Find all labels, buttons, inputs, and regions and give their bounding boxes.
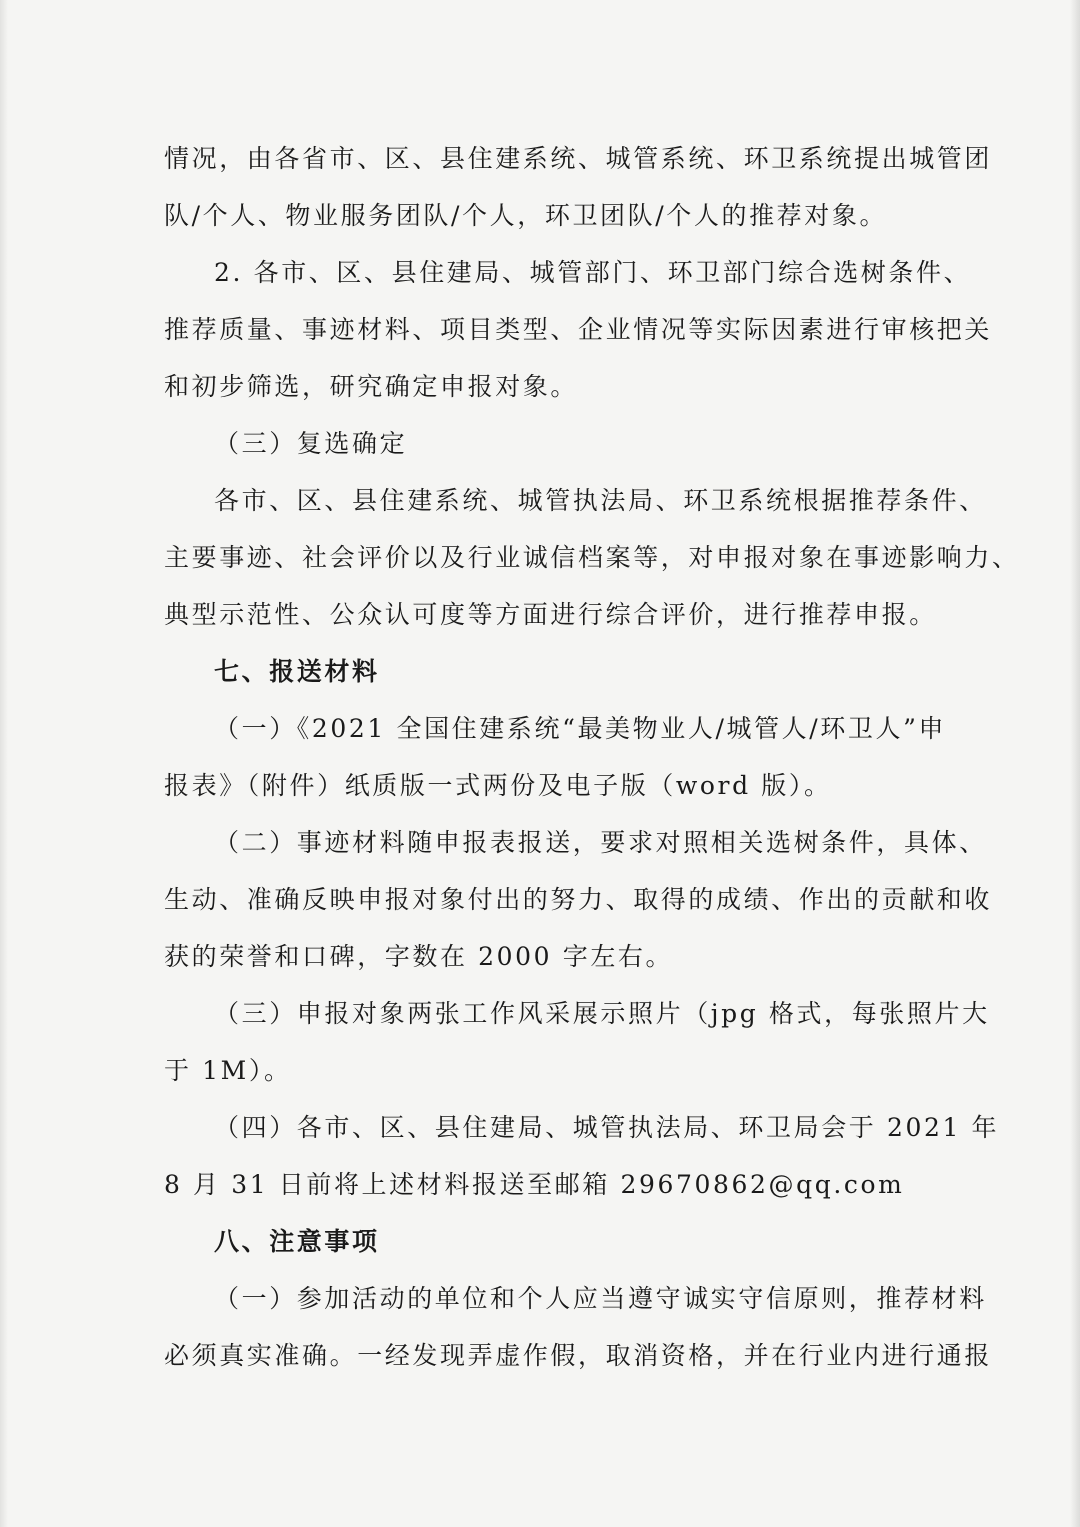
paragraph-line: 推荐质量、事迹材料、项目类型、企业情况等实际因素进行审核把关 [164, 315, 993, 344]
scan-edge-left [0, 0, 8, 1527]
paragraph-line: 必须真实准确。一经发现弄虚作假，取消资格，并在行业内进行通报 [164, 1341, 993, 1370]
paragraph-line: （一）参加活动的单位和个人应当遵守诚实守信原则，推荐材料 [214, 1284, 987, 1313]
paragraph-line: 获的荣誉和口碑，字数在 2000 字左右。 [164, 942, 674, 971]
section-heading: 七、报送材料 [214, 657, 380, 686]
paragraph-line: 于 1M）。 [164, 1056, 292, 1085]
scan-edge-right [1070, 0, 1080, 1527]
paragraph-line: 报表》（附件）纸质版一式两份及电子版（word 版）。 [164, 771, 832, 800]
paragraph-line: 队/个人、物业服务团队/个人，环卫团队/个人的推荐对象。 [164, 201, 888, 230]
paragraph-line: 2. 各市、区、县住建局、城管部门、环卫部门综合选树条件、 [214, 258, 972, 287]
paragraph-line: （三）申报对象两张工作风采展示照片（jpg 格式，每张照片大 [214, 999, 990, 1028]
paragraph-line: （一）《2021 全国住建系统“最美物业人/城管人/环卫人”申 [214, 714, 947, 743]
section-heading: 八、注意事项 [214, 1227, 380, 1256]
subsection-heading: （三）复选确定 [214, 429, 408, 458]
paragraph-line: 主要事迹、社会评价以及行业诚信档案等，对申报对象在事迹影响力、 [164, 543, 1020, 572]
paragraph-line: 生动、准确反映申报对象付出的努力、取得的成绩、作出的贡献和收 [164, 885, 993, 914]
paragraph-line: 和初步筛选，研究确定申报对象。 [164, 372, 579, 401]
paragraph-line: （二）事迹材料随申报表报送，要求对照相关选树条件，具体、 [214, 828, 987, 857]
paragraph-line: 各市、区、县住建系统、城管执法局、环卫系统根据推荐条件、 [214, 486, 987, 515]
paragraph-line: 典型示范性、公众认可度等方面进行综合评价，进行推荐申报。 [164, 600, 937, 629]
paragraph-line: 8 月 31 日前将上述材料报送至邮箱 29670862@qq.com [164, 1170, 905, 1199]
paragraph-line: 情况，由各省市、区、县住建系统、城管系统、环卫系统提出城管团 [164, 144, 993, 173]
paragraph-line: （四）各市、区、县住建局、城管执法局、环卫局会于 2021 年 [214, 1113, 1000, 1142]
